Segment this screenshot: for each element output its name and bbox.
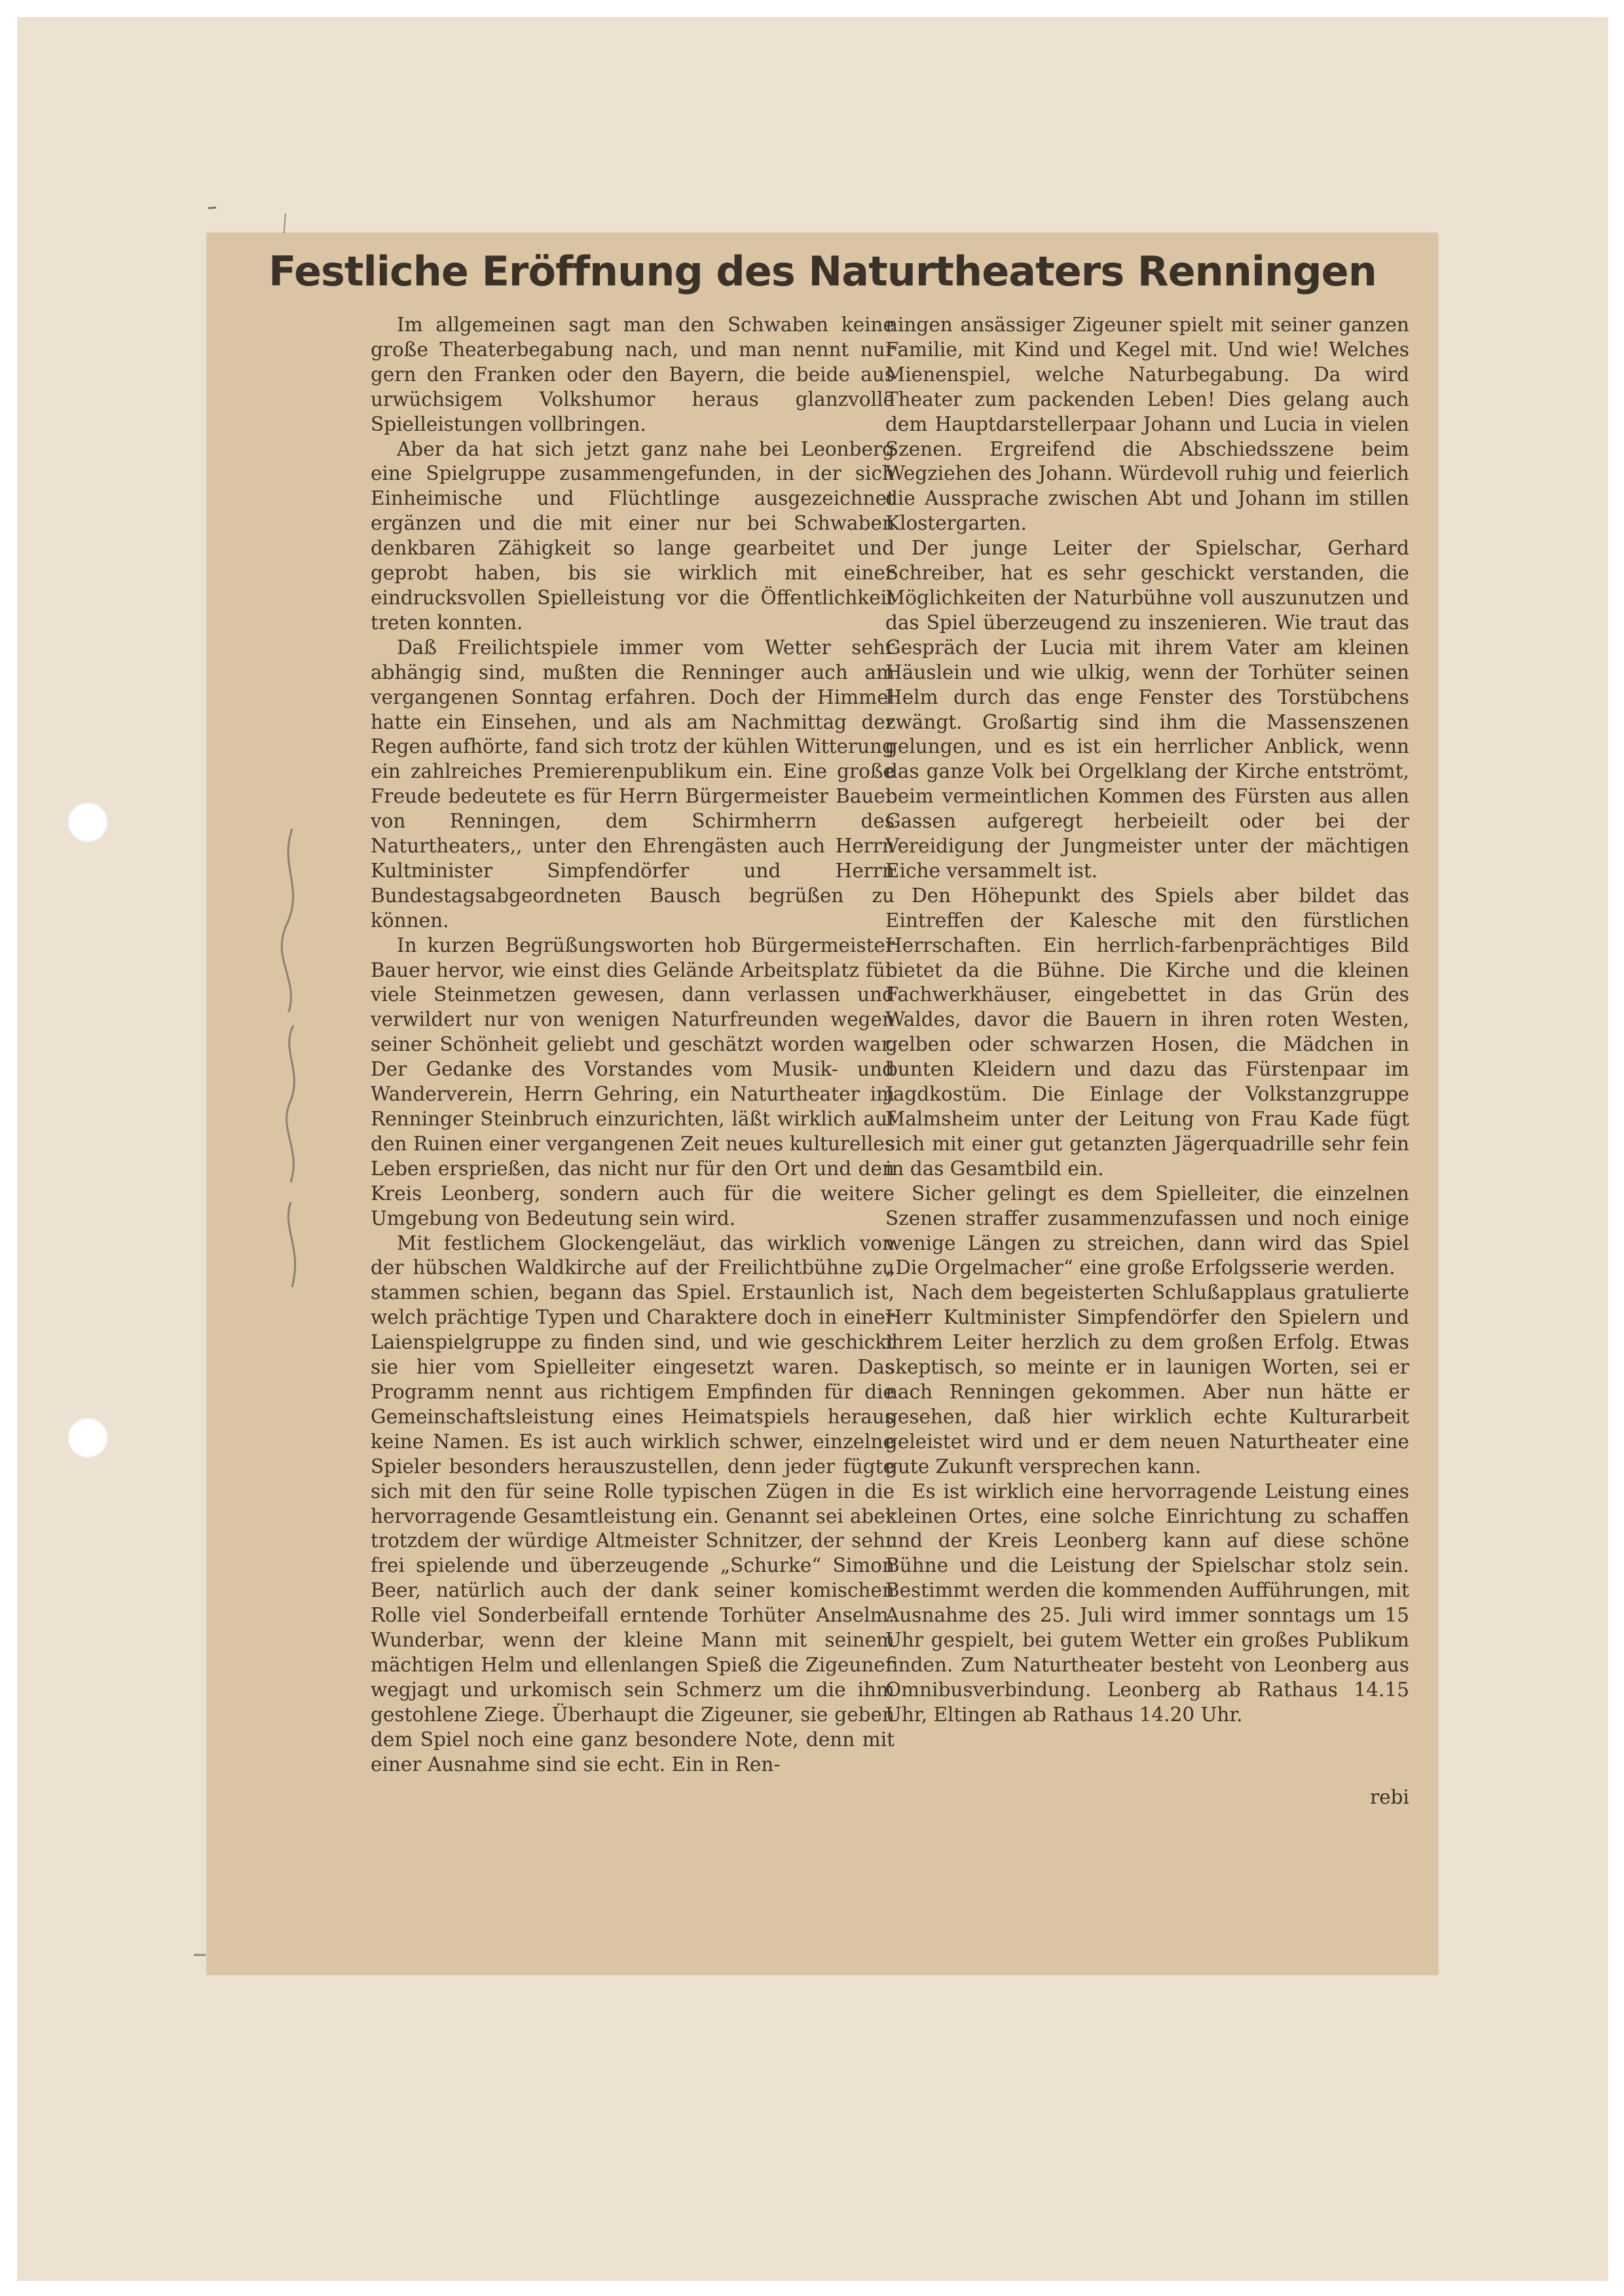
article-title: Festliche Eröffnung des Naturtheaters Renningen xyxy=(268,247,1376,295)
punch-hole xyxy=(67,1417,108,1458)
article-paragraph: Aber da hat sich jetzt ganz nahe bei Leonberg eine Spielgruppe zusammengefunden, in der sich Einheimische und Flüchtlinge ausgezeichnet ergänzen und die mit einer nur bei Schwaben denkbaren Zähigkeit so lange gearbeitet und geprobt haben, bis sie wirklich mit einer eindrucksvollen Spielleistung vor die Öffentlichkeit treten konnten. xyxy=(371,437,895,634)
article-paragraph: Sicher gelingt es dem Spielleiter, die einzelnen Szenen straffer zusammenzufassen und noch einige wenige Längen zu streichen, dann wird das Spiel „Die Orgelmacher“ eine große Erfolgsserie werden. xyxy=(885,1182,1409,1279)
article-paragraph: In kurzen Begrüßungsworten hob Bürgermeister Bauer hervor, wie einst dies Gelände Arbeitsplatz für viele Steinmetzen gewesen, dann verlassen und verwildert nur von wenigen Naturfreunden wegen seiner Schönheit geliebt und geschätzt worden war. Der Gedanke des Vorstandes vom Musik- und Wanderverein, Herrn Gehring, ein Naturtheater im Renninger Steinbruch einzurichten, läßt wirklich auf den Ruinen einer vergangenen Zeit neues kulturelles Leben ersprießen, das nicht nur für den Ort und den Kreis Leonberg, sondern auch für die weitere Umgebung von Bedeutung sein wird. xyxy=(371,934,895,1230)
punch-hole xyxy=(67,802,108,843)
handwritten-annotation xyxy=(253,829,331,1300)
article-byline: rebi xyxy=(1370,1786,1409,1808)
article-paragraph: ningen ansässiger Zigeuner spielt mit seiner ganzen Familie, mit Kind und Kegel mit. Und wie! Welches Mienenspiel, welche Naturbegabung. Da wird Theater zum packenden Leben! Dies gelang auch dem Hauptdarstellerpaar Johann und Lucia in vielen Szenen. Ergreifend die Abschiedsszene beim Wegziehen des Johann. Würdevoll ruhig und feierlich die Aussprache zwischen Abt und Johann im stillen Klostergarten. xyxy=(885,314,1409,535)
newspaper-clipping xyxy=(207,233,1438,1975)
article-paragraph: Daß Freilichtspiele immer vom Wetter sehr abhängig sind, mußten die Renninger auch am vergangenen Sonntag erfahren. Doch der Himmel hatte ein Einsehen, und als am Nachmittag der Regen aufhörte, fand sich trotz der kühlen Witterung ein zahlreiches Premierenpublikum ein. Eine große Freude bedeutete es für Herrn Bürgermeister Bauer von Renningen, dem Schirmherrn des Naturtheaters,, unter den Ehrengästen auch Herrn Kultminister Simpfendörfer und Herrn Bundestagsabgeordneten Bausch begrüßen zu können. xyxy=(371,636,895,932)
article-paragraph: Den Höhepunkt des Spiels aber bildet das Eintreffen der Kalesche mit den fürstlichen Herrschaften. Ein herrlich-farbenprächtiges Bild bietet da die Bühne. Die Kirche und die kleinen Fachwerkhäuser, eingebettet in das Grün des Waldes, davor die Bauern in ihren roten Westen, gelben oder schwarzen Hosen, die Mädchen in bunten Kleidern und dazu das Fürstenpaar im Jagdkostüm. Die Einlage der Volkstanzgruppe Malmsheim unter der Leitung von Frau Kade fügt sich mit einer gut getanzten Jägerquadrille sehr fein in das Gesamtbild ein. xyxy=(885,884,1409,1180)
handwriting-stroke xyxy=(288,1202,295,1287)
article-column-left xyxy=(371,313,895,1777)
article-paragraph: Nach dem begeisterten Schlußapplaus gratulierte Herr Kultminister Simpfendörfer den Spielern und ihrem Leiter herzlich zu dem großen Erfolg. Etwas skeptisch, so meinte er in launigen Worten, sei er nach Renningen gekommen. Aber nun hätte er gesehen, daß hier wirklich echte Kulturarbeit geleistet wird und er dem neuen Naturtheater eine gute Zukunft versprechen kann. xyxy=(885,1281,1409,1478)
archive-sheet xyxy=(17,17,1608,2281)
article-paragraph: Im allgemeinen sagt man den Schwaben keine große Theaterbegabung nach, und man nennt nur gern den Franken oder den Bayern, die beide aus urwüchsigem Volkshumor heraus glanzvolle Spielleistungen vollbringen. xyxy=(371,314,895,435)
article-paragraph: Mit festlichem Glockengeläut, das wirklich von der hübschen Waldkirche auf der Freilichtbühne zu stammen schien, begann das Spiel. Erstaunlich ist, welch prächtige Typen und Charaktere doch in einer Laienspielgruppe zu finden sind, und wie geschickt sie hier vom Spielleiter eingesetzt waren. Das Programm nennt aus richtigem Empfinden für die Gemeinschaftsleistung eines Heimatspiels heraus keine Namen. Es ist auch wirklich schwer, einzelne Spieler besonders herauszustellen, denn jeder fügte sich mit den für seine Rolle typischen Zügen in die hervorragende Gesamtleistung ein. Genannt sei aber trotzdem der würdige Altmeister Schnitzer, der sehr frei spielende und überzeugende „Schurke“ Simon Beer, natürlich auch der dank seiner komischen Rolle viel Sonderbeifall erntende Torhüter Anselm. Wunderbar, wenn der kleine Mann mit seinem mächtigen Helm und ellenlangen Spieß die Zigeuner wegjagt und urkomisch sein Schmerz um die ihm gestohlene Ziege. Überhaupt die Zigeuner, sie geben dem Spiel noch eine ganz besondere Note, denn mit einer Ausnahme sind sie echt. Ein in Ren- xyxy=(371,1231,895,1776)
article-column-right xyxy=(885,313,1409,1728)
handwriting-stroke xyxy=(287,1025,295,1182)
article-paragraph: Es ist wirklich eine hervorragende Leistung eines kleinen Ortes, eine solche Einrichtung zu schaffen und der Kreis Leonberg kann auf diese schöne Bühne und die Leistung der Spielschar stolz sein. Bestimmt werden die kommenden Aufführungen, mit Ausnahme des 25. Juli wird immer sonntags um 15 Uhr gespielt, bei gutem Wetter ein großes Publikum finden. Zum Naturtheater besteht von Leonberg aus Omnibusverbindung. Leonberg ab Rathaus 14.15 Uhr, Eltingen ab Rathaus 14.20 Uhr. xyxy=(885,1480,1409,1726)
handwriting-stroke xyxy=(282,829,293,1012)
article-paragraph: Der junge Leiter der Spielschar, Gerhard Schreiber, hat es sehr geschickt verstanden, die Möglichkeiten der Naturbühne voll auszunutzen und das Spiel überzeugend zu inszenieren. Wie traut das Gespräch der Lucia mit ihrem Vater am kleinen Häuslein und wie ulkig, wenn der Torhüter seinen Helm durch das enge Fenster des Torstübchens zwängt. Großartig sind ihm die Massenszenen gelungen, und es ist ein herrlicher Anblick, wenn das ganze Volk bei Orgelklang der Kirche entströmt, beim vermeintlichen Kommen des Fürsten aus allen Gassen aufgeregt herbeieilt oder bei der Vereidigung der Jungmeister unter der mächtigen Eiche versammelt ist. xyxy=(885,537,1409,882)
